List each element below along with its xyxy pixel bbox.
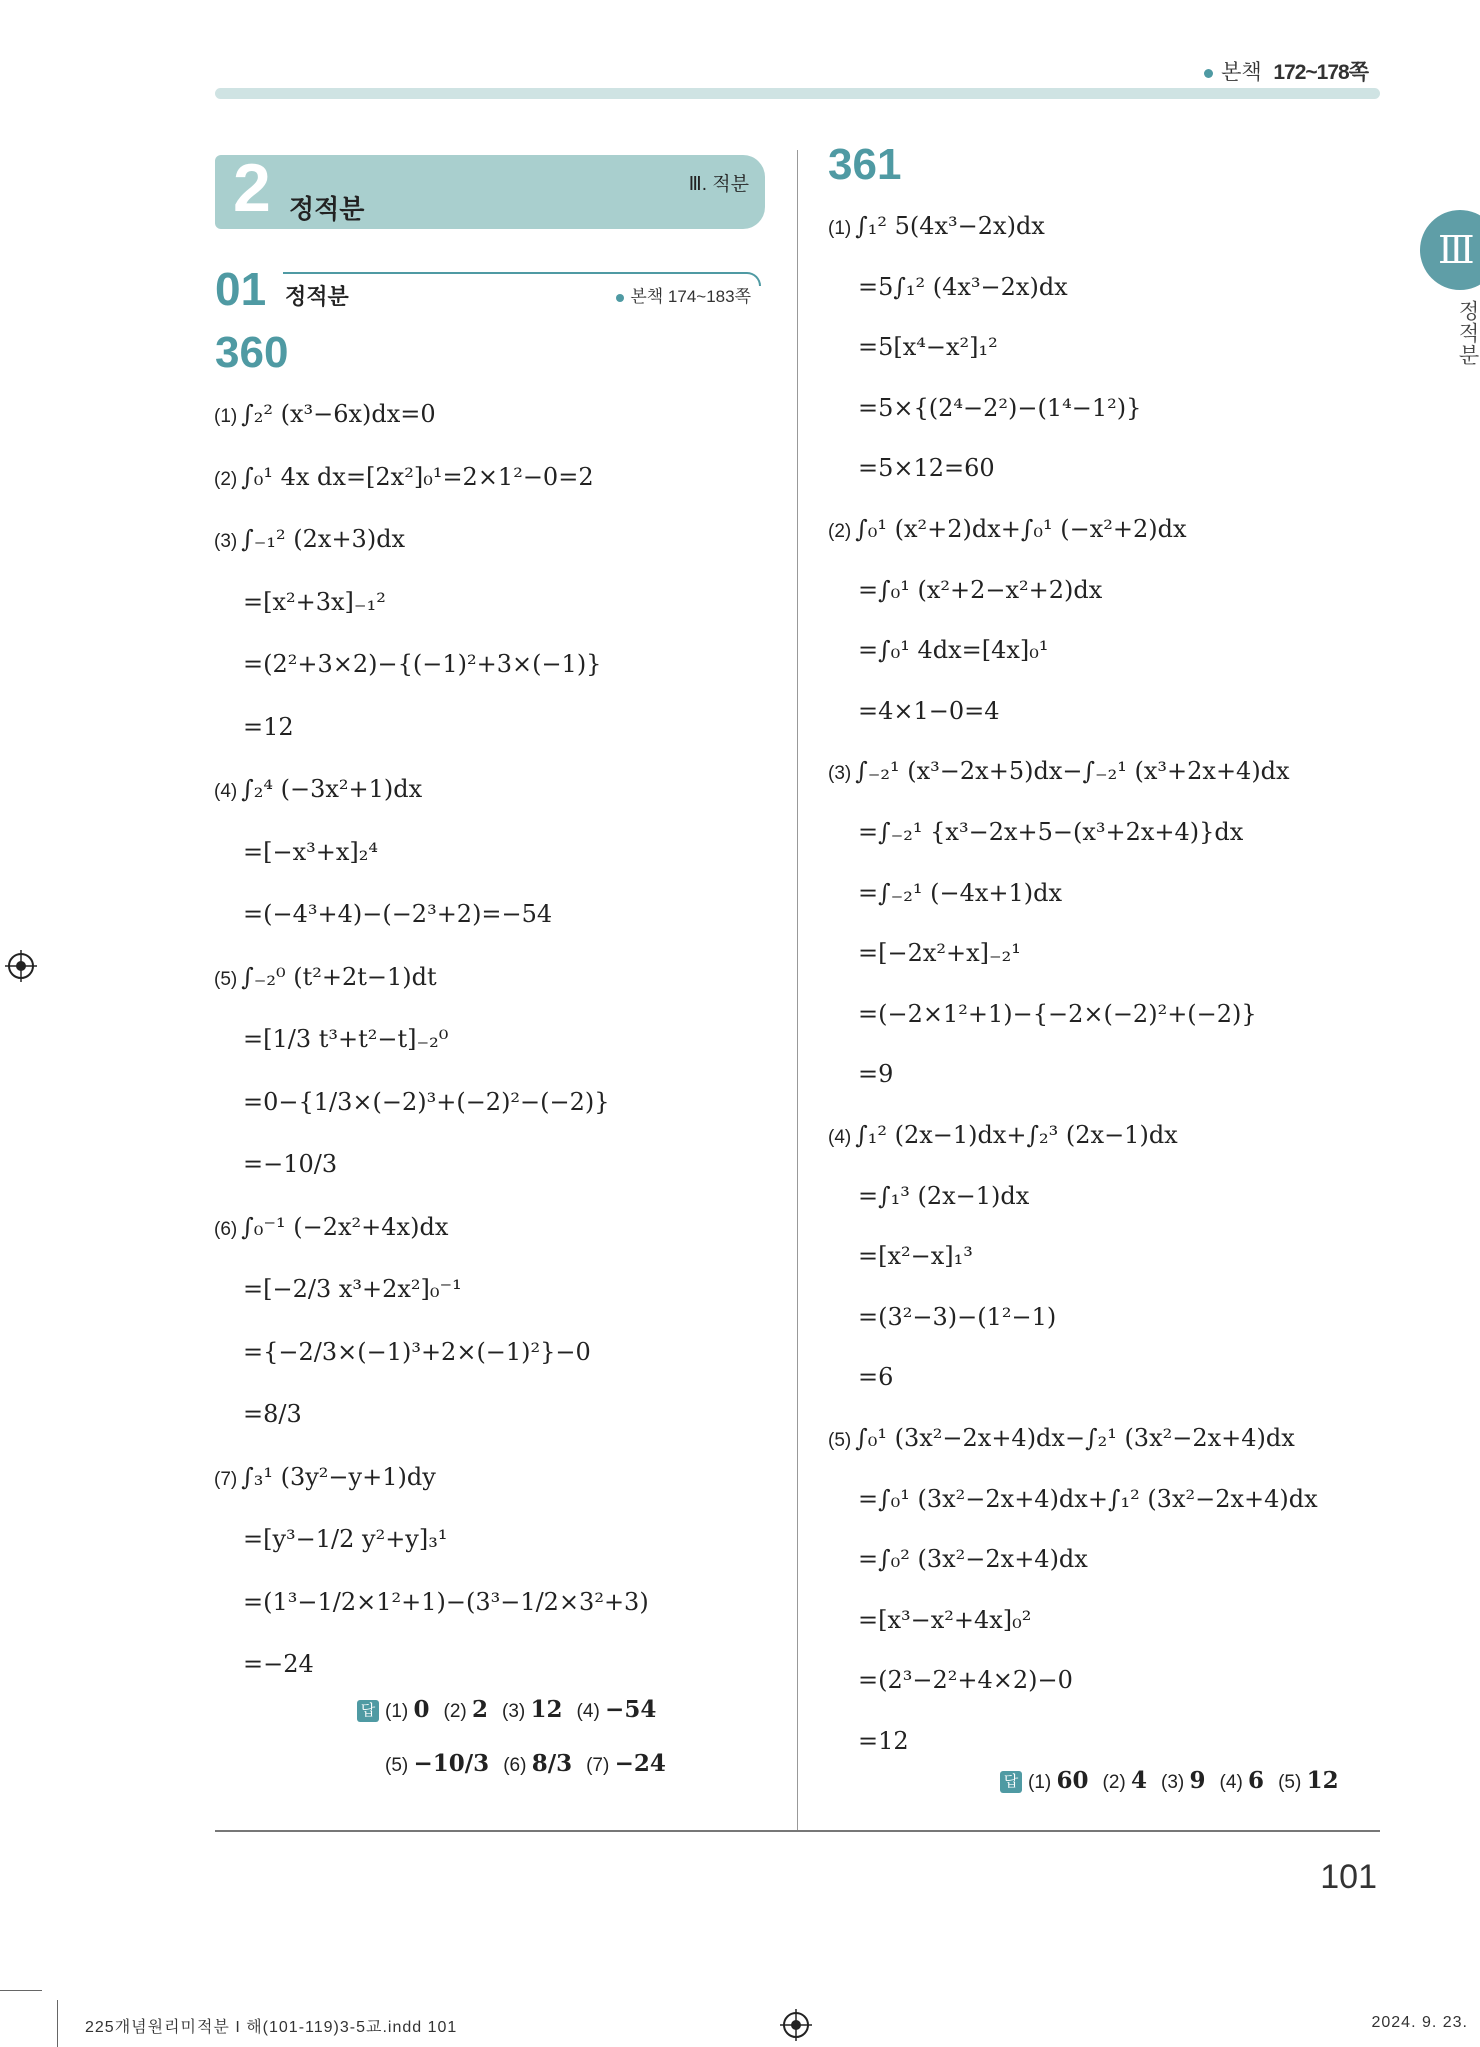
bullet-dot-icon (1204, 69, 1213, 78)
answer-row-left-2 (385, 1750, 666, 1777)
equation-text: =[x²−x]₁³ (858, 1242, 973, 1271)
equation-text: ={−2/3×(−1)³+2×(−1)²}−0 (243, 1337, 591, 1366)
solution-line (858, 1545, 1088, 1573)
answer-value: 0 (413, 1696, 430, 1723)
solution-line (858, 939, 1021, 967)
side-tab-label: 정적분 (1456, 300, 1479, 366)
solution-line (828, 757, 1290, 785)
sub-problem-label: (1) (828, 218, 852, 239)
problem-number-right: 361 (828, 140, 902, 189)
equation-text: ∫₀¹ (3x²−2x+4)dx−∫₂¹ (3x²−2x+4)dx (855, 1424, 1295, 1452)
equation-text: =[y³−1/2 y²+y]₃¹ (243, 1525, 448, 1553)
solution-line (214, 1463, 436, 1491)
sub-problem-label: (2) (214, 468, 238, 490)
equation-text: =5∫₁² (4x³−2x)dx (858, 272, 1068, 301)
equation-text: ∫₁² 5(4x³−2x)dx (855, 212, 1045, 240)
solution-line (858, 1000, 1257, 1028)
equation-text: =0−{1/3×(−2)³+(−2)²−(−2)} (243, 1087, 610, 1116)
answer-value: 6 (1248, 1767, 1265, 1794)
equation-text: =[−2x²+x]₋₂¹ (858, 939, 1021, 968)
equation-text: =12 (858, 1727, 909, 1755)
crop-mark (0, 1990, 42, 1991)
page-reference-range: 172~178쪽 (1273, 61, 1368, 84)
section-heading (215, 262, 765, 315)
footer-file: 225개념원리미적분 I 해(101-119)3-5교.indd 101 (85, 2019, 458, 2036)
answer-tag-icon: 답 (1000, 1771, 1022, 1793)
equation-text: =(−2×1²+1)−{−2×(−2)²+(−2)} (858, 999, 1257, 1028)
sub-problem-label: (3) (828, 763, 852, 785)
answer-label: (5) (1278, 1772, 1307, 1793)
answer-row-right (1000, 1767, 1339, 1794)
equation-text: =∫₁³ (2x−1)dx (858, 1181, 1030, 1210)
solution-line (858, 1727, 909, 1755)
equation-text: =[−2/3 x³+2x²]₀⁻¹ (243, 1275, 462, 1303)
solution-line (243, 713, 294, 741)
solution-line (858, 394, 1141, 422)
equation-text: ∫₀⁻¹ (−2x²+4x)dx (241, 1212, 449, 1241)
answer-label: (4) (1219, 1772, 1249, 1793)
solution-line (858, 1666, 1073, 1694)
solution-line (858, 333, 998, 361)
equation-text: =∫₀¹ (3x²−2x+4)dx+∫₁² (3x²−2x+4)dx (858, 1484, 1318, 1513)
solution-line (243, 1588, 649, 1616)
answer-label: (1) (385, 1701, 414, 1722)
answer-value: 60 (1056, 1767, 1089, 1794)
sub-problem-label: (6) (214, 1218, 238, 1240)
equation-text: ∫₀¹ 4x dx=[2x²]₀¹=2×1²−0=2 (241, 462, 594, 491)
equation-text: =−24 (243, 1650, 314, 1678)
solution-line (243, 1275, 462, 1303)
equation-text: =−10/3 (243, 1150, 338, 1178)
solution-line (243, 1338, 591, 1366)
solution-line (828, 212, 1045, 240)
answer-label: (5) (385, 1755, 414, 1776)
equation-text: =(1³−1/2×1²+1)−(3³−1/2×3²+3) (243, 1587, 649, 1616)
equation-text: =(2²+3×2)−{(−1)²+3×(−1)} (243, 650, 602, 678)
equation-text: ∫₃¹ (3y²−y+1)dy (241, 1462, 436, 1491)
solution-line (243, 1025, 448, 1053)
sub-problem-label: (2) (828, 521, 852, 542)
header-bar (215, 88, 1380, 99)
sub-problem-label: (7) (214, 1468, 238, 1490)
answer-value: 12 (1306, 1767, 1339, 1794)
equation-text: =9 (858, 1060, 894, 1089)
answer-value: −24 (614, 1750, 666, 1777)
equation-text: =∫₋₂¹ {x³−2x+5−(x³+2x+4)}dx (858, 818, 1244, 846)
equation-text: ∫₀¹ (x²+2)dx+∫₀¹ (−x²+2)dx (855, 515, 1187, 543)
equation-text: =12 (243, 712, 294, 741)
equation-text: =[x²+3x]₋₁² (243, 587, 386, 616)
solution-line (243, 900, 552, 928)
solution-line (858, 1303, 1056, 1331)
page-reference-prefix: 본책 (1221, 61, 1262, 84)
solution-line (214, 463, 594, 491)
solution-line (858, 273, 1068, 301)
section-number: 01 (215, 263, 267, 315)
solution-line (243, 1650, 314, 1678)
solution-line (858, 1485, 1318, 1513)
equation-text: ∫₂² (x³−6x)dx=0 (241, 400, 436, 428)
equation-text: =∫₀¹ (x²+2−x²+2)dx (858, 575, 1103, 604)
chapter-number: 2 (233, 150, 271, 226)
sub-problem-label: (1) (214, 406, 238, 427)
page-reference (1204, 56, 1368, 86)
answer-value: −54 (605, 1696, 657, 1723)
chapter-heading (215, 150, 765, 229)
registration-mark-icon (5, 950, 37, 982)
bullet-dot-icon (616, 294, 624, 302)
equation-text: =4×1−0=4 (858, 696, 1000, 725)
solution-line (214, 775, 422, 803)
equation-text: =∫₀¹ 4dx=[4x]₀¹ (858, 636, 1049, 665)
equation-text: =8/3 (243, 1400, 302, 1428)
equation-text: =[x³−x²+4x]₀² (858, 1605, 1032, 1634)
answer-value: 9 (1189, 1767, 1206, 1794)
solution-line (214, 1213, 448, 1241)
solution-line (858, 697, 1000, 725)
solution-line (858, 1606, 1031, 1634)
crop-mark (57, 2000, 58, 2047)
equation-text: ∫₋₁² (2x+3)dx (241, 525, 406, 553)
equation-text: =∫₀² (3x²−2x+4)dx (858, 1545, 1088, 1574)
answer-label: (3) (1161, 1772, 1190, 1793)
equation-text: =[1/3 t³+t²−t]₋₂⁰ (243, 1025, 449, 1053)
equation-text: ∫₂⁴ (−3x²+1)dx (241, 775, 423, 803)
section-reference (616, 282, 751, 307)
solution-line (828, 1121, 1178, 1149)
answer-label: (3) (502, 1701, 531, 1722)
solution-line (858, 636, 1049, 664)
solution-line (243, 588, 386, 616)
sub-problem-label: (5) (214, 968, 238, 990)
equation-text: ∫₋₂⁰ (t²+2t−1)dt (241, 962, 437, 991)
solution-line (858, 1363, 893, 1391)
solution-line (243, 1525, 447, 1553)
solution-line (858, 818, 1243, 846)
answer-tag-icon: 답 (357, 1700, 379, 1722)
answer-label: (2) (443, 1701, 473, 1722)
chapter-side-tab (1420, 210, 1480, 290)
solution-line (858, 1182, 1029, 1210)
answer-value: 2 (472, 1696, 489, 1723)
solution-line (243, 650, 601, 678)
solution-line (243, 1400, 302, 1428)
sub-problem-label: (5) (828, 1430, 852, 1451)
answer-value: 8/3 (531, 1750, 573, 1777)
equation-text: =∫₋₂¹ (−4x+1)dx (858, 878, 1063, 907)
column-divider (797, 150, 798, 1830)
answer-label: (2) (1102, 1772, 1132, 1793)
sub-problem-label: (4) (828, 1127, 852, 1148)
solution-line (858, 879, 1062, 907)
solution-line (828, 515, 1187, 543)
chapter-part: Ⅲ. 적분 (688, 174, 749, 195)
side-tab-numeral: Ⅲ (1438, 228, 1475, 272)
answer-label: (1) (1028, 1772, 1057, 1793)
solution-line (214, 525, 405, 553)
solution-line (828, 1424, 1295, 1452)
solution-line (858, 576, 1102, 604)
equation-text: =(−4³+4)−(−2³+2)=−54 (243, 900, 553, 928)
equation-text: =5×12=60 (858, 454, 995, 483)
answer-value: 4 (1131, 1767, 1148, 1794)
answer-label: (4) (576, 1701, 606, 1722)
sub-problem-label: (4) (214, 781, 238, 802)
equation-text: =5[x⁴−x²]₁² (858, 333, 998, 362)
solution-line (243, 1150, 337, 1178)
section-title: 정적분 (285, 284, 349, 309)
answer-value: −10/3 (413, 1750, 490, 1777)
equation-text: =[−x³+x]₂⁴ (243, 837, 378, 866)
sub-problem-label: (3) (214, 531, 238, 552)
footer-date: 2024. 9. 23. (1371, 2014, 1468, 2031)
registration-mark-icon (780, 2009, 812, 2041)
answer-label: (6) (503, 1755, 532, 1776)
solution-line (858, 454, 995, 482)
problem-number-left: 360 (215, 328, 289, 377)
page-number: 101 (1320, 1858, 1377, 1896)
equation-text: =(2³−2²+4×2)−0 (858, 1666, 1073, 1695)
solution-line (214, 963, 437, 991)
equation-text: =(3²−3)−(1²−1) (858, 1302, 1057, 1331)
answer-label: (7) (586, 1755, 615, 1776)
chapter-title: 정적분 (289, 194, 365, 224)
solution-line (243, 1088, 610, 1116)
solution-line (214, 400, 436, 428)
answer-row-left-1 (357, 1696, 656, 1723)
equation-text: ∫₋₂¹ (x³−2x+5)dx−∫₋₂¹ (x³+2x+4)dx (855, 757, 1290, 786)
equation-text: =6 (858, 1363, 894, 1392)
equation-text: =5×{(2⁴−2²)−(1⁴−1²)} (858, 393, 1142, 422)
section-reference-text: 본책 174~183쪽 (630, 287, 751, 306)
solution-line (858, 1060, 893, 1088)
answer-value: 12 (530, 1696, 563, 1723)
equation-text: ∫₁² (2x−1)dx+∫₂³ (2x−1)dx (855, 1121, 1178, 1149)
bottom-rule (215, 1830, 1380, 1832)
solution-line (858, 1242, 973, 1270)
solution-line (243, 838, 378, 866)
